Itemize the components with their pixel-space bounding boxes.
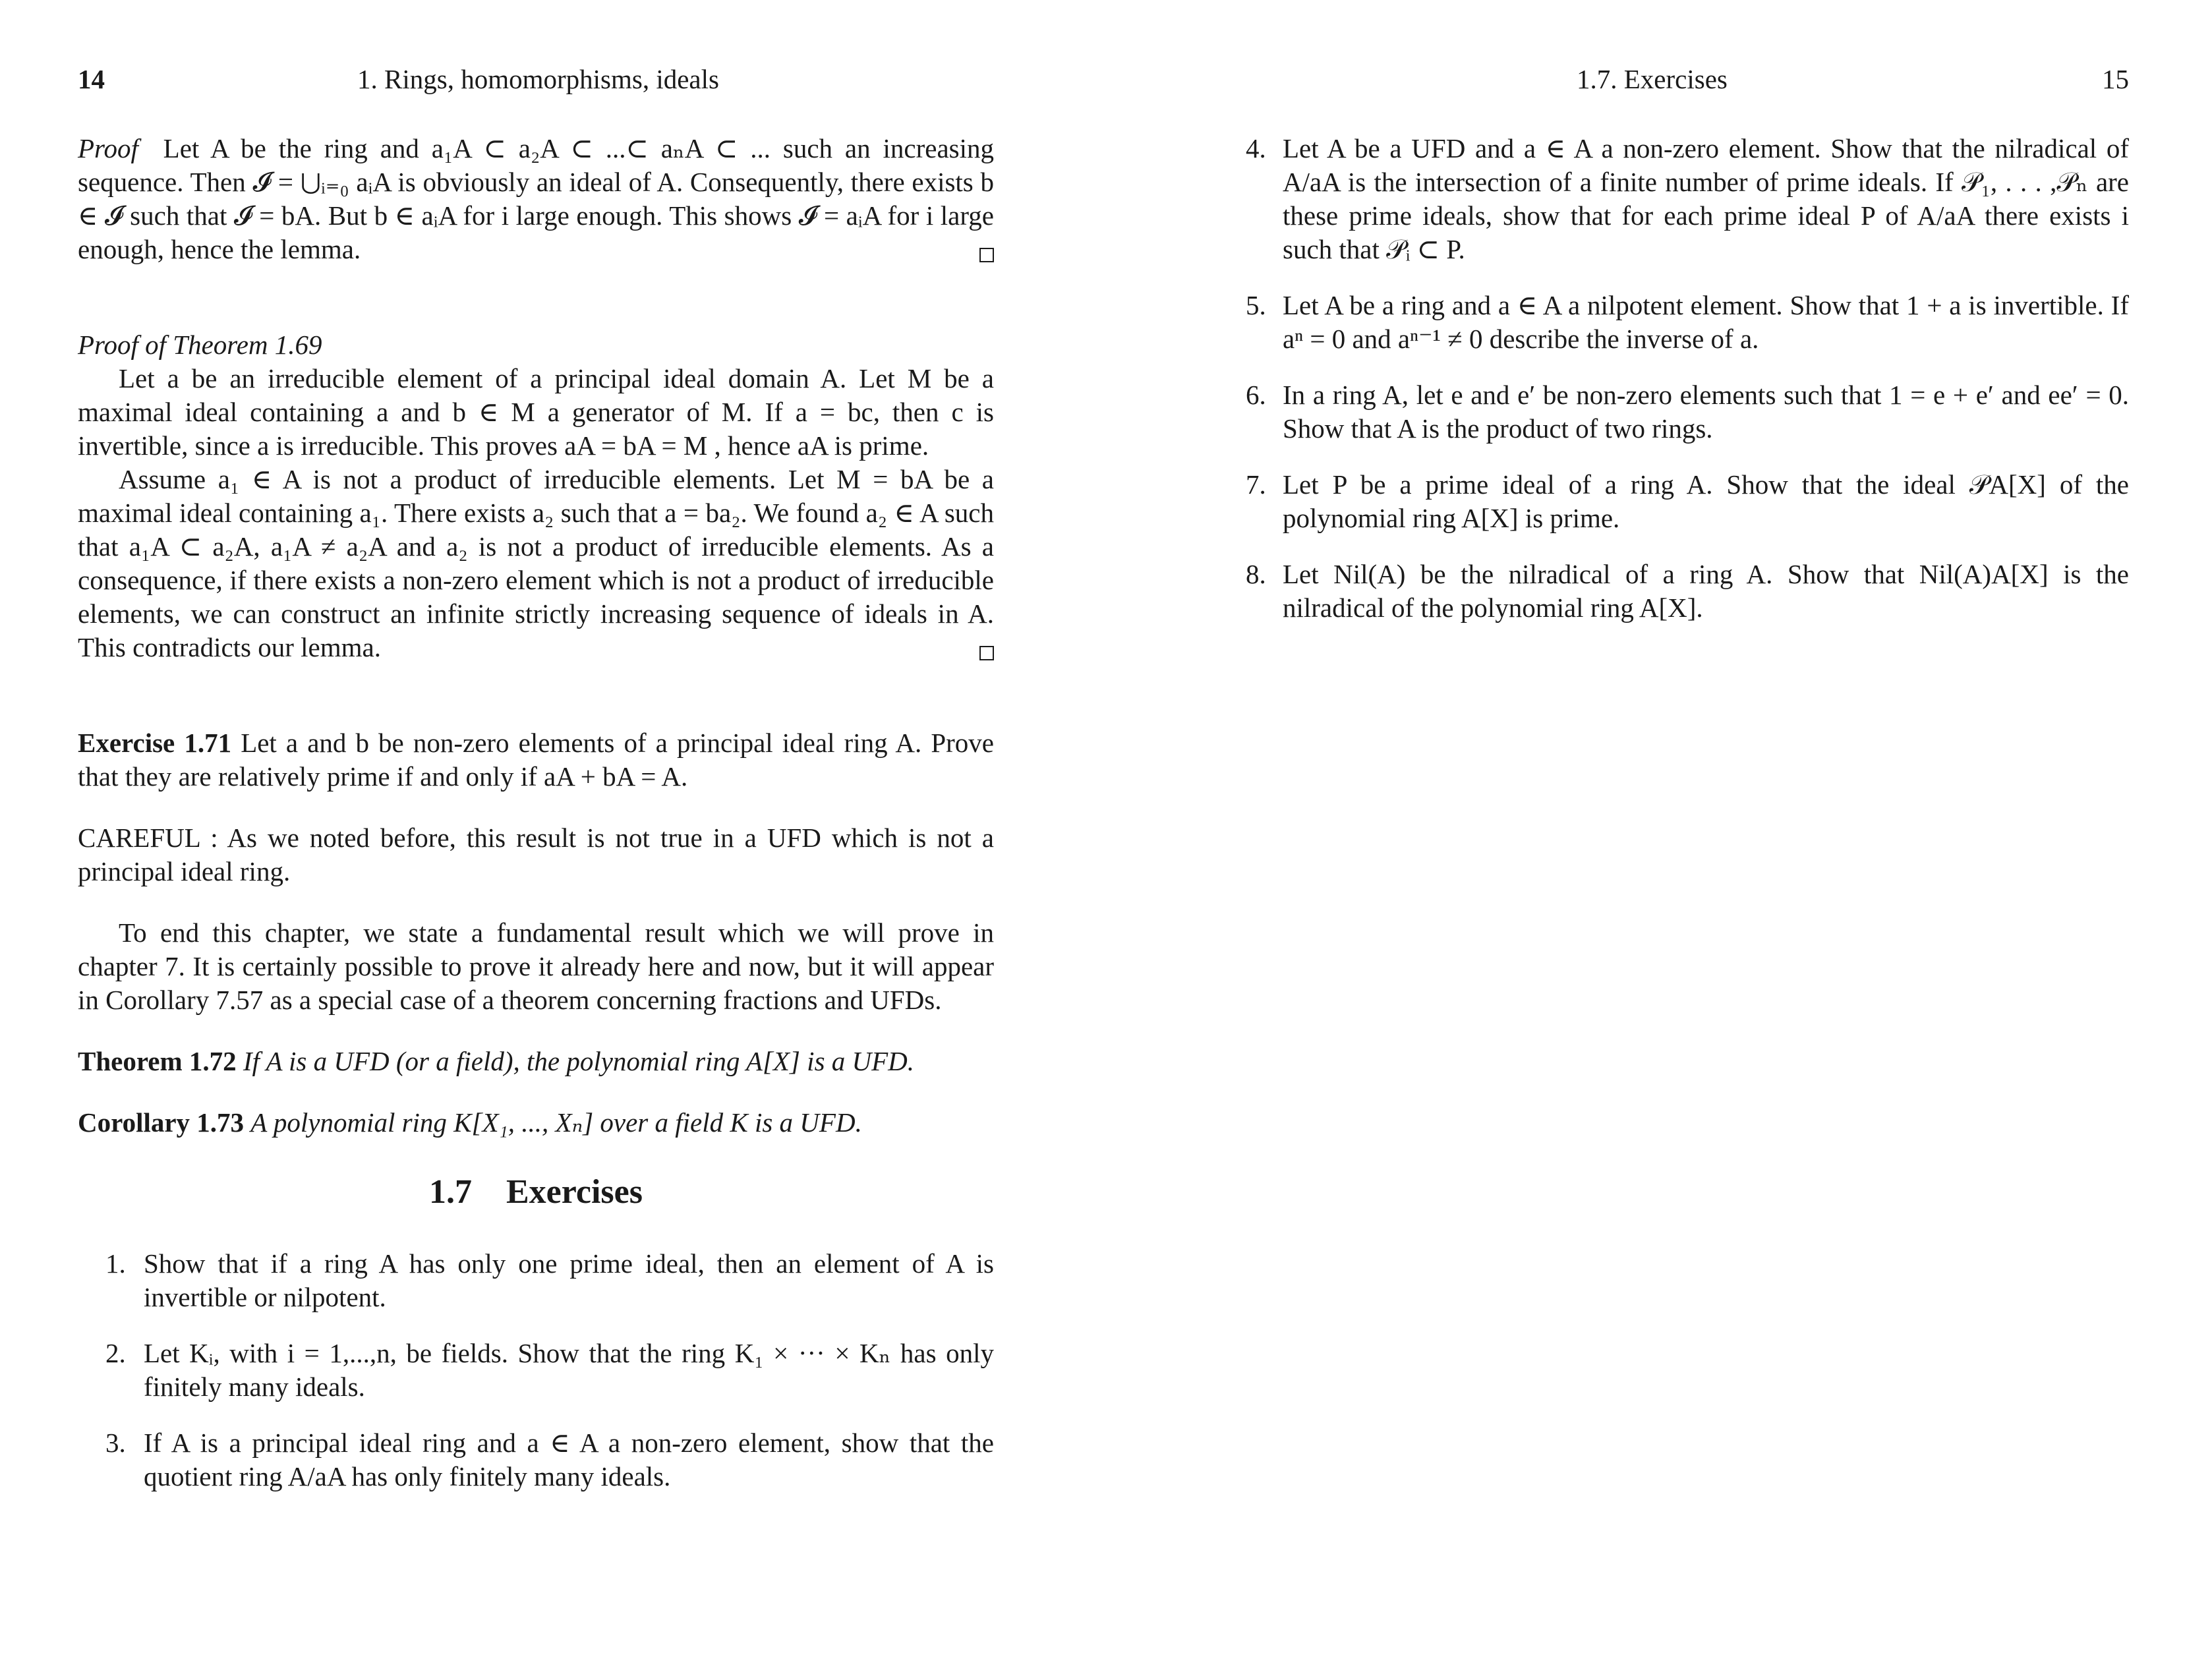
exercise-text: Let Nil(A) be the nilradical of a ring A. Show that Nil(A)A[X] is the nilradical of the polynomial ring A[X]. [1283,559,2129,623]
careful-note: CAREFUL : As we noted before, this result is not true in a UFD which is not a principal ideal ring. [78,823,994,886]
exercise-number: 5. [1246,290,1266,320]
exercise-list [1246,132,2129,625]
list-item [78,1426,994,1493]
exercise-number: 6. [1246,380,1266,410]
running-head [78,63,994,100]
list-item [1246,558,2129,625]
theorem-label: Theorem 1.72 [78,1046,237,1076]
theorem-1-72 [78,1045,994,1078]
exercise-number: 1. [105,1248,126,1279]
exercise-text: Let A be a UFD and a ∈ A a non-zero element. Show that the nilradical of A/aA is the intersection of a finite number of prime ideals. If 𝒫₁, . . . ,𝒫ₙ are these prime ideals, show that for each prime ideal P of A/aA there exists i such that 𝒫ᵢ ⊂ P. [1283,133,2129,264]
proof-label: Proof [78,133,138,163]
right-page [1246,0,2129,1680]
exercise-text: Let Kᵢ, with i = 1,...,n, be fields. Show that the ring K₁ × ··· × Kₙ has only finitely many ideals. [144,1338,994,1402]
running-title: 1. Rings, homomorphisms, ideals [357,64,719,94]
proof-text: Let A be the ring and a₁A ⊂ a₂A ⊂ ...⊂ aₙA ⊂ ... such an increasing sequence. Then 𝓘 = ⋃ᵢ₌₀ aᵢA is obviously an ideal of A. Consequently, there exists b ∈ 𝓘 such that 𝓘 = bA. But b ∈ aᵢA for i large enough. This shows 𝓘 = aᵢA for i large enough, hence the lemma. [78,133,994,264]
corollary-1-73 [78,1106,994,1140]
proof-paragraph: Let a be an irreducible element of a principal ideal domain A. Let M be a maximal ideal containing a and b ∈ M a generator of M. If a = bc, then c is invertible, since a is irreducible. This proves aA = bA = M , hence aA is prime. [78,363,994,461]
exercise-text: Let P be a prime ideal of a ring A. Show that the ideal 𝒫A[X] of the polynomial ring A[X] is prime. [1283,469,2129,533]
right-page-body [1246,132,2129,647]
list-item [78,1247,994,1314]
list-item [78,1337,994,1404]
exercise-text: In a ring A, let e and e′ be non-zero elements such that 1 = e + e′ and ee′ = 0. Show that A is the product of two rings. [1283,380,2129,444]
exercise-1-71 [78,726,994,794]
exercise-number: 8. [1246,559,1266,589]
page-number: 15 [2102,64,2129,94]
exercise-number: 3. [105,1428,126,1458]
exercise-list [78,1247,994,1493]
exercise-number: 4. [1246,133,1266,163]
list-item [1246,132,2129,266]
running-title: 1.7. Exercises [1577,64,1728,94]
list-item [1246,289,2129,356]
proof-heading: Proof of Theorem 1.69 [78,330,322,360]
running-head [1246,63,2129,100]
exercise-text: Show that if a ring A has only one prime ideal, then an element of A is invertible or nilpotent. [144,1248,994,1312]
exercise-number: 2. [105,1338,126,1368]
corollary-text: A polynomial ring K[X₁, ..., Xₙ] over a field K is a UFD. [250,1107,862,1138]
left-page-body [78,132,994,1516]
theorem-text: If A is a UFD (or a field), the polynomial ring A[X] is a UFD. [243,1046,915,1076]
proof-paragraph-text: Assume a₁ ∈ A is not a product of irreducible elements. Let M = bA be a maximal ideal containing a₁. There exists a₂ such that a = ba₂. We found a₂ ∈ A such that a₁A ⊂ a₂A, a₁A ≠ a₂A and a₂ is not a product of irreducible elements. As a consequence, if there exists a non-zero element which is not a product of irreducible elements, we can construct an infinite strictly increasing sequence of ideals in A. This contradicts our lemma. [78,464,994,662]
exercise-text: Let A be a ring and a ∈ A a nilpotent element. Show that 1 + a is invertible. If aⁿ = 0 and aⁿ⁻¹ ≠ 0 describe the inverse of a. [1283,290,2129,354]
exercise-number: 7. [1246,469,1266,500]
qed-symbol [979,646,994,660]
left-page [78,0,994,1680]
qed-symbol [979,248,994,262]
exercise-text: If A is a principal ideal ring and a ∈ A a non-zero element, show that the quotient ring A/aA has only finitely many ideals. [144,1428,994,1492]
list-item [1246,468,2129,535]
section-number: 1.7 [429,1173,472,1211]
closing-paragraph: To end this chapter, we state a fundamental result which we will prove in chapter 7. It is certainly possible to prove it already here and now, but it will appear in Corollary 7.57 as a special case of a theorem concerning fractions and UFDs. [78,917,994,1015]
section-heading [78,1175,994,1209]
page-number: 14 [78,64,105,94]
lemma-proof [78,132,994,266]
list-item [1246,378,2129,446]
proof-paragraph [78,463,994,664]
exercise-label: Exercise 1.71 [78,728,232,758]
section-title: Exercises [506,1173,643,1211]
exercise-text: Let a and b be non-zero elements of a principal ideal ring A. Prove that they are relatively prime if and only if aA + bA = A. [78,728,995,792]
corollary-label: Corollary 1.73 [78,1107,245,1138]
